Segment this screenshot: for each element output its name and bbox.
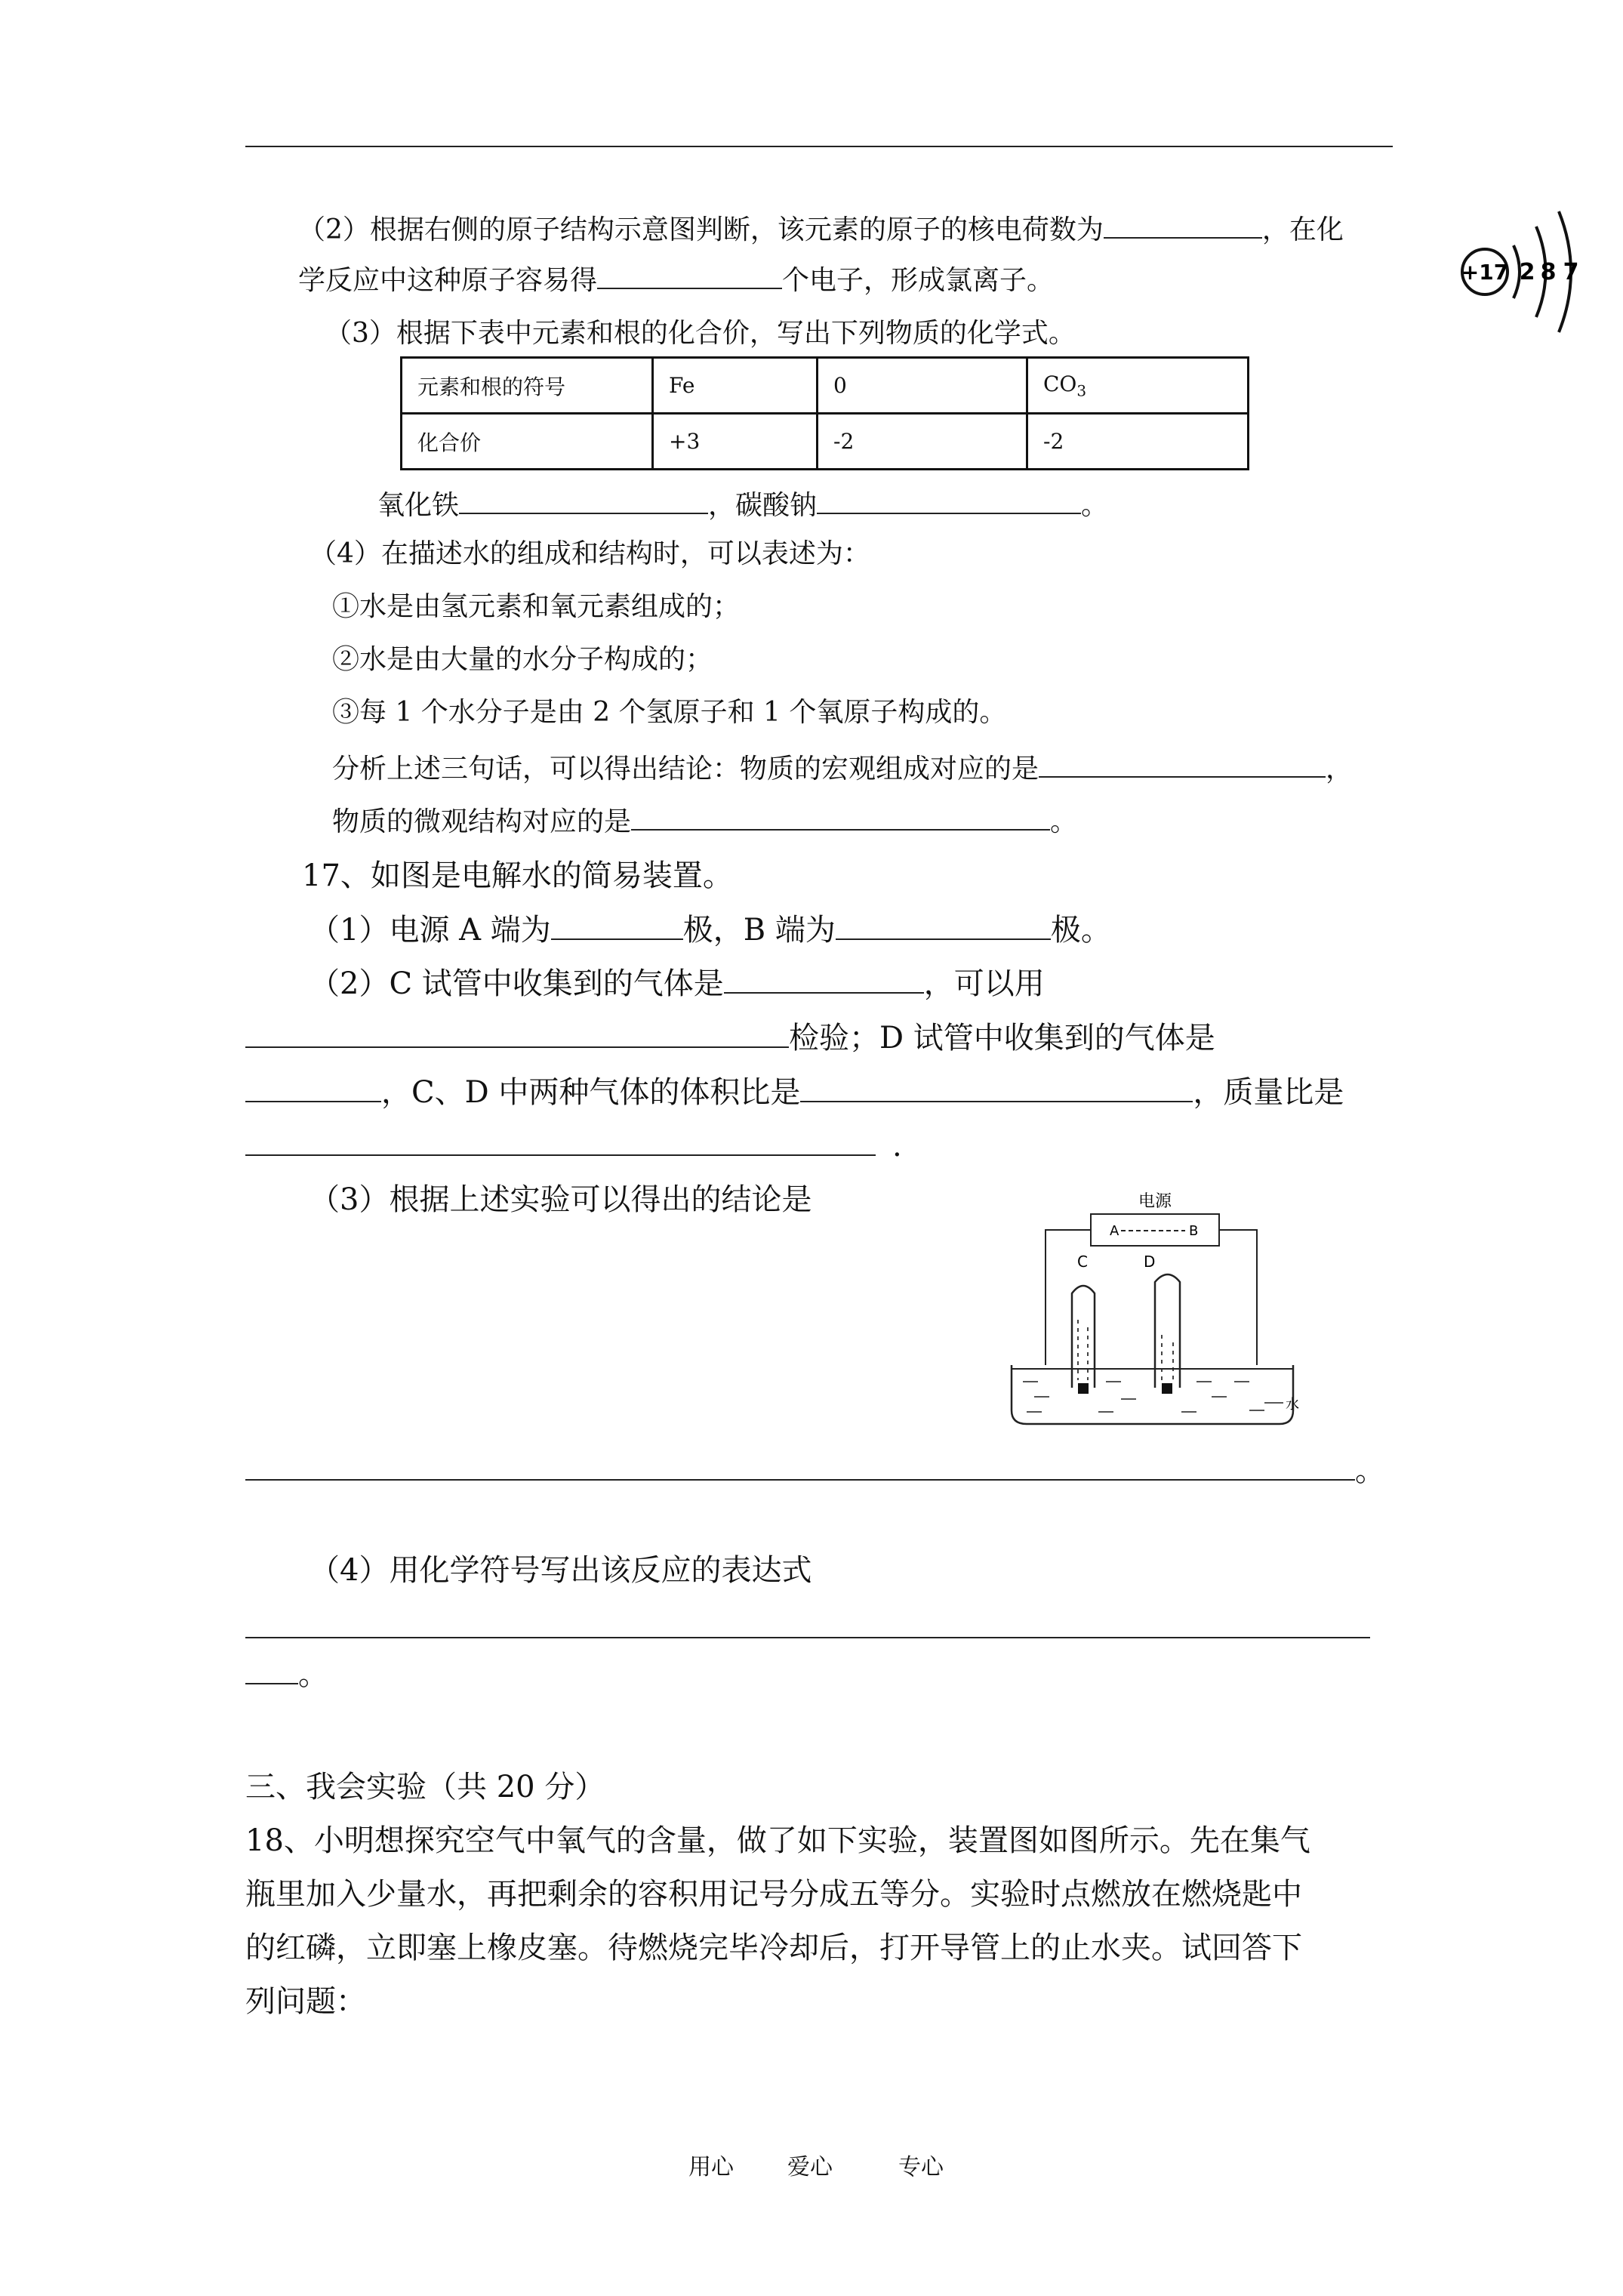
q17-title: 17、如图是电解水的简易装置。 bbox=[302, 858, 733, 893]
q18-line-3: 的红磷，立即塞上橡皮塞。待燃烧完毕冷却后，打开导管上的止水夹。试回答下 bbox=[245, 1931, 1302, 1965]
answer-blank-micro[interactable] bbox=[631, 802, 1050, 831]
table-cell: -2 bbox=[1027, 414, 1249, 470]
q17-part3-text: （3）根据上述实验可以得出的结论是 bbox=[310, 1182, 812, 1217]
electrolysis-diagram bbox=[1008, 1184, 1299, 1433]
power-source-label: 电源 bbox=[1138, 1192, 1172, 1211]
water-label: 水 bbox=[1286, 1397, 1299, 1413]
test-tube-d bbox=[1155, 1274, 1180, 1388]
q17-part3-end: 。 bbox=[1355, 1453, 1385, 1488]
table-cell: 0 bbox=[818, 358, 1027, 414]
table-row bbox=[402, 358, 1249, 414]
statement-2: ②水是由大量的水分子构成的； bbox=[332, 644, 713, 675]
conclusion-end-2: 。 bbox=[1050, 806, 1078, 837]
q17-part2-text-e: ，质量比是 bbox=[1193, 1075, 1344, 1110]
table-cell: -2 bbox=[818, 414, 1027, 470]
answer-blank-pole-a[interactable] bbox=[551, 911, 683, 940]
fill-end: 。 bbox=[1081, 490, 1109, 521]
q18-line-2: 瓶里加入少量水，再把剩余的容积用记号分成五等分。实验时点燃放在燃烧匙中 bbox=[245, 1877, 1302, 1912]
fill-label-iron-oxide: 氧化铁 bbox=[377, 490, 460, 521]
q16-part2-line2 bbox=[298, 260, 1054, 297]
statement-3: ③每 1 个水分子是由 2 个氢原子和 1 个氧原子构成的。 bbox=[332, 697, 1007, 728]
q17-part2-line3 bbox=[245, 1074, 1344, 1111]
q17-part2-text-b: ，可以用 bbox=[923, 966, 1045, 1001]
atom-shell-2: 8 bbox=[1540, 259, 1557, 285]
table-cell: Fe bbox=[653, 358, 818, 414]
tube-d-label: D bbox=[1144, 1253, 1156, 1271]
q16-part3-text: （3）根据下表中元素和根的化合价，写出下列物质的化学式。 bbox=[325, 318, 1076, 349]
table-cell-co3 bbox=[1027, 358, 1249, 414]
q17-part2-text-d: ，C、D 中两种气体的体积比是 bbox=[381, 1075, 801, 1110]
footer-text-1: 用心 bbox=[688, 2154, 734, 2180]
terminal-b-label: B bbox=[1189, 1223, 1199, 1239]
q16-part2-tail: ，在化 bbox=[1261, 214, 1344, 245]
electrode-c bbox=[1078, 1383, 1089, 1394]
q16-formula-line bbox=[377, 485, 1108, 522]
q17-part1 bbox=[310, 911, 1111, 948]
valence-table bbox=[400, 356, 1249, 470]
footer-text-2: 爱心 bbox=[787, 2154, 833, 2180]
q17-part2-line4 bbox=[245, 1127, 902, 1164]
conclusion-end-1: ， bbox=[1326, 754, 1354, 784]
q17-part3-answer-line bbox=[245, 1452, 1385, 1489]
header-rule bbox=[245, 146, 1393, 147]
co-text: CO bbox=[1043, 371, 1077, 396]
conclusion-text-2: 物质的微观结构对应的是 bbox=[332, 806, 632, 837]
q17-part4-text: （4）用化学符号写出该反应的表达式 bbox=[310, 1553, 812, 1588]
test-tube-c bbox=[1072, 1286, 1095, 1388]
answer-blank-iron-oxide[interactable] bbox=[459, 485, 708, 514]
q16-part2-text: （2）根据右侧的原子结构示意图判断，该元素的原子的核电荷数为 bbox=[298, 214, 1104, 245]
q17-part4-line2 bbox=[245, 1656, 328, 1693]
answer-blank-test-method[interactable] bbox=[245, 1019, 789, 1048]
answer-blank-gas-c[interactable] bbox=[724, 965, 924, 994]
q16-part2-line1 bbox=[298, 210, 1344, 247]
co3-subscript: 3 bbox=[1076, 381, 1087, 400]
q18-line-4: 列问题： bbox=[245, 1984, 366, 2019]
q17-part1-text-b: 极，B 端为 bbox=[682, 913, 836, 948]
footer-text-3: 专心 bbox=[898, 2154, 944, 2180]
fill-label-sodium-carbonate: ，碳酸钠 bbox=[708, 490, 818, 521]
table-cell: 元素和根的符号 bbox=[402, 358, 653, 414]
table-cell: 化合价 bbox=[402, 414, 653, 470]
atom-shell-3: 7 bbox=[1563, 259, 1579, 285]
q17-part2-text-a: （2）C 试管中收集到的气体是 bbox=[310, 966, 724, 1001]
answer-blank-macro[interactable] bbox=[1039, 749, 1326, 778]
q17-part2-line2 bbox=[245, 1019, 1215, 1056]
conclusion-line-2 bbox=[332, 802, 1077, 839]
answer-blank-sodium-carbonate[interactable] bbox=[817, 485, 1081, 514]
q17-part4-end: 。 bbox=[298, 1657, 328, 1692]
table-row bbox=[402, 414, 1249, 470]
conclusion-line-1 bbox=[332, 749, 1353, 786]
table-cell: +3 bbox=[653, 414, 818, 470]
q16-part4-text: （4）在描述水的组成和结构时，可以表述为： bbox=[310, 538, 870, 569]
q17-part1-text-a: （1）电源 A 端为 bbox=[310, 913, 551, 948]
water-trough bbox=[1012, 1365, 1293, 1424]
answer-blank-equation-end[interactable] bbox=[245, 1656, 298, 1684]
q17-part2-line1 bbox=[310, 965, 1045, 1002]
q16-part2-line2-text: 学反应中这种原子容易得 bbox=[298, 265, 598, 296]
atom-nucleus-label: +17 bbox=[1461, 260, 1509, 285]
section-3-heading: 三、我会实验（共 20 分） bbox=[245, 1770, 605, 1804]
q17-part2-text-c: 检验；D 试管中收集到的气体是 bbox=[789, 1021, 1215, 1056]
q17-part2-text-f: . bbox=[892, 1129, 902, 1163]
tube-c-label: C bbox=[1077, 1253, 1088, 1271]
terminal-a-label: A bbox=[1110, 1223, 1119, 1239]
answer-blank-mass-ratio[interactable] bbox=[245, 1127, 876, 1156]
statement-1: ①水是由氢元素和氧元素组成的； bbox=[332, 591, 741, 622]
answer-blank-electrons[interactable] bbox=[597, 260, 782, 289]
answer-blank-volume-ratio[interactable] bbox=[800, 1074, 1193, 1102]
answer-line-equation[interactable] bbox=[245, 1637, 1370, 1638]
electrode-d bbox=[1162, 1383, 1172, 1394]
q17-part1-text-c: 极。 bbox=[1050, 913, 1111, 948]
answer-blank-gas-d[interactable] bbox=[245, 1074, 381, 1102]
q16-part2-line2-tail: 个电子，形成氯离子。 bbox=[782, 265, 1055, 296]
atom-shell-1: 2 bbox=[1519, 259, 1535, 285]
answer-blank-pole-b[interactable] bbox=[836, 911, 1051, 940]
q18-line-1: 18、小明想探究空气中氧气的含量，做了如下实验，装置图如图所示。先在集气 bbox=[245, 1823, 1310, 1858]
atom-structure-diagram bbox=[1453, 204, 1589, 340]
answer-blank-conclusion[interactable] bbox=[245, 1452, 1355, 1481]
conclusion-text-1: 分析上述三句话，可以得出结论：物质的宏观组成对应的是 bbox=[332, 754, 1039, 784]
answer-blank-nuclear-charge[interactable] bbox=[1104, 210, 1262, 239]
